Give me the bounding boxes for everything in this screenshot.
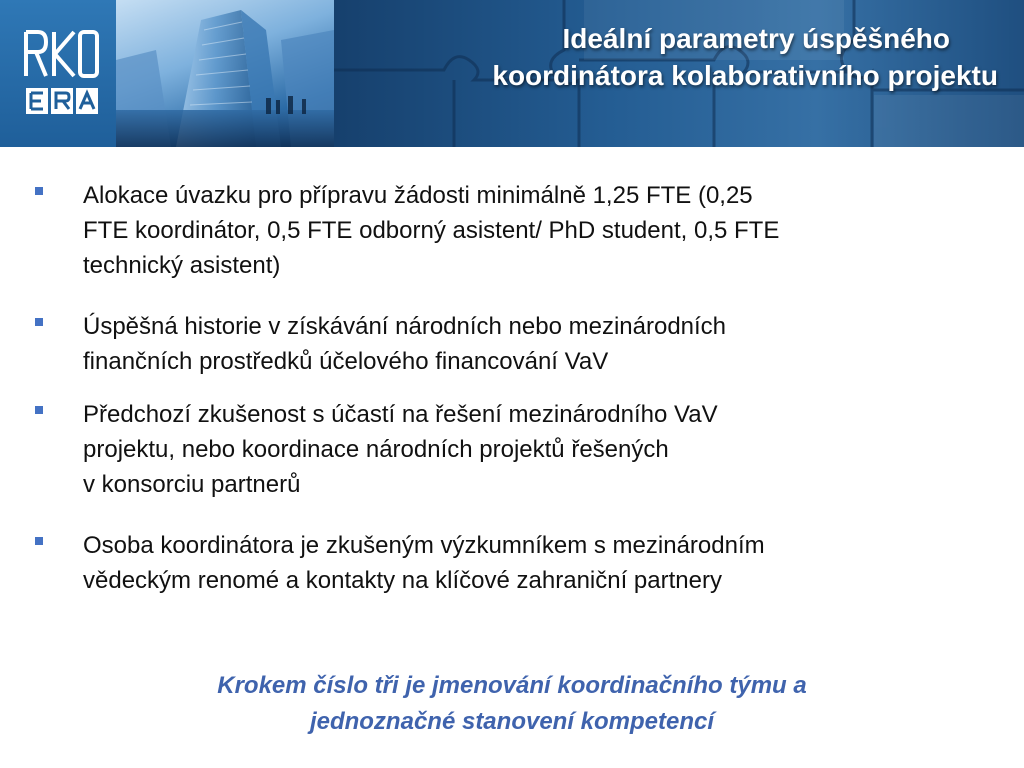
square-bullet-icon <box>35 318 43 326</box>
bullet-line: projektu, nebo koordinace národních projektů řešených <box>83 436 669 463</box>
bullet-line: FTE koordinátor, 0,5 FTE odborný asistent/ PhD student, 0,5 FTE <box>83 217 780 244</box>
header-banner <box>0 0 1024 147</box>
bullet-text <box>83 309 973 379</box>
bullet-line: Alokace úvazku pro přípravu žádosti minimálně 1,25 FTE (0,25 <box>83 182 753 209</box>
bullet-line: v konsorciu partnerů <box>83 471 301 498</box>
rko-era-logo <box>0 0 116 147</box>
square-bullet-icon <box>35 187 43 195</box>
bullet-line: vědeckým renomé a kontakty na klíčové zahraniční partnery <box>83 567 722 594</box>
square-bullet-icon <box>35 406 43 414</box>
rko-logo-text <box>22 28 100 80</box>
title-line: Ideální parametry úspěšného <box>562 23 950 54</box>
skyscraper-photo <box>116 0 334 147</box>
bullet-line: Osoba koordinátora je zkušeným výzkumníkem s mezinárodním <box>83 532 765 559</box>
square-bullet-icon <box>35 537 43 545</box>
conclusion-text <box>0 668 1024 740</box>
bullet-text <box>83 528 973 598</box>
conclusion-line: Krokem číslo tři je jmenování koordinačního týmu a <box>217 672 807 699</box>
conclusion-line: jednoznačné stanovení kompetencí <box>309 708 715 735</box>
era-logo-text <box>26 88 98 114</box>
bullet-line: Předchozí zkušenost s účastí na řešení mezinárodního VaV <box>83 401 718 428</box>
bullet-text <box>83 397 973 502</box>
bullet-text <box>83 178 973 283</box>
bullet-line: Úspěšná historie v získávání národních nebo mezinárodních <box>83 313 727 340</box>
bullet-line: technický asistent) <box>83 252 281 279</box>
bullet-line: finančních prostředků účelového financování VaV <box>83 348 609 375</box>
slide-title <box>338 20 998 94</box>
title-line: koordinátora kolaborativního projektu <box>492 60 998 91</box>
